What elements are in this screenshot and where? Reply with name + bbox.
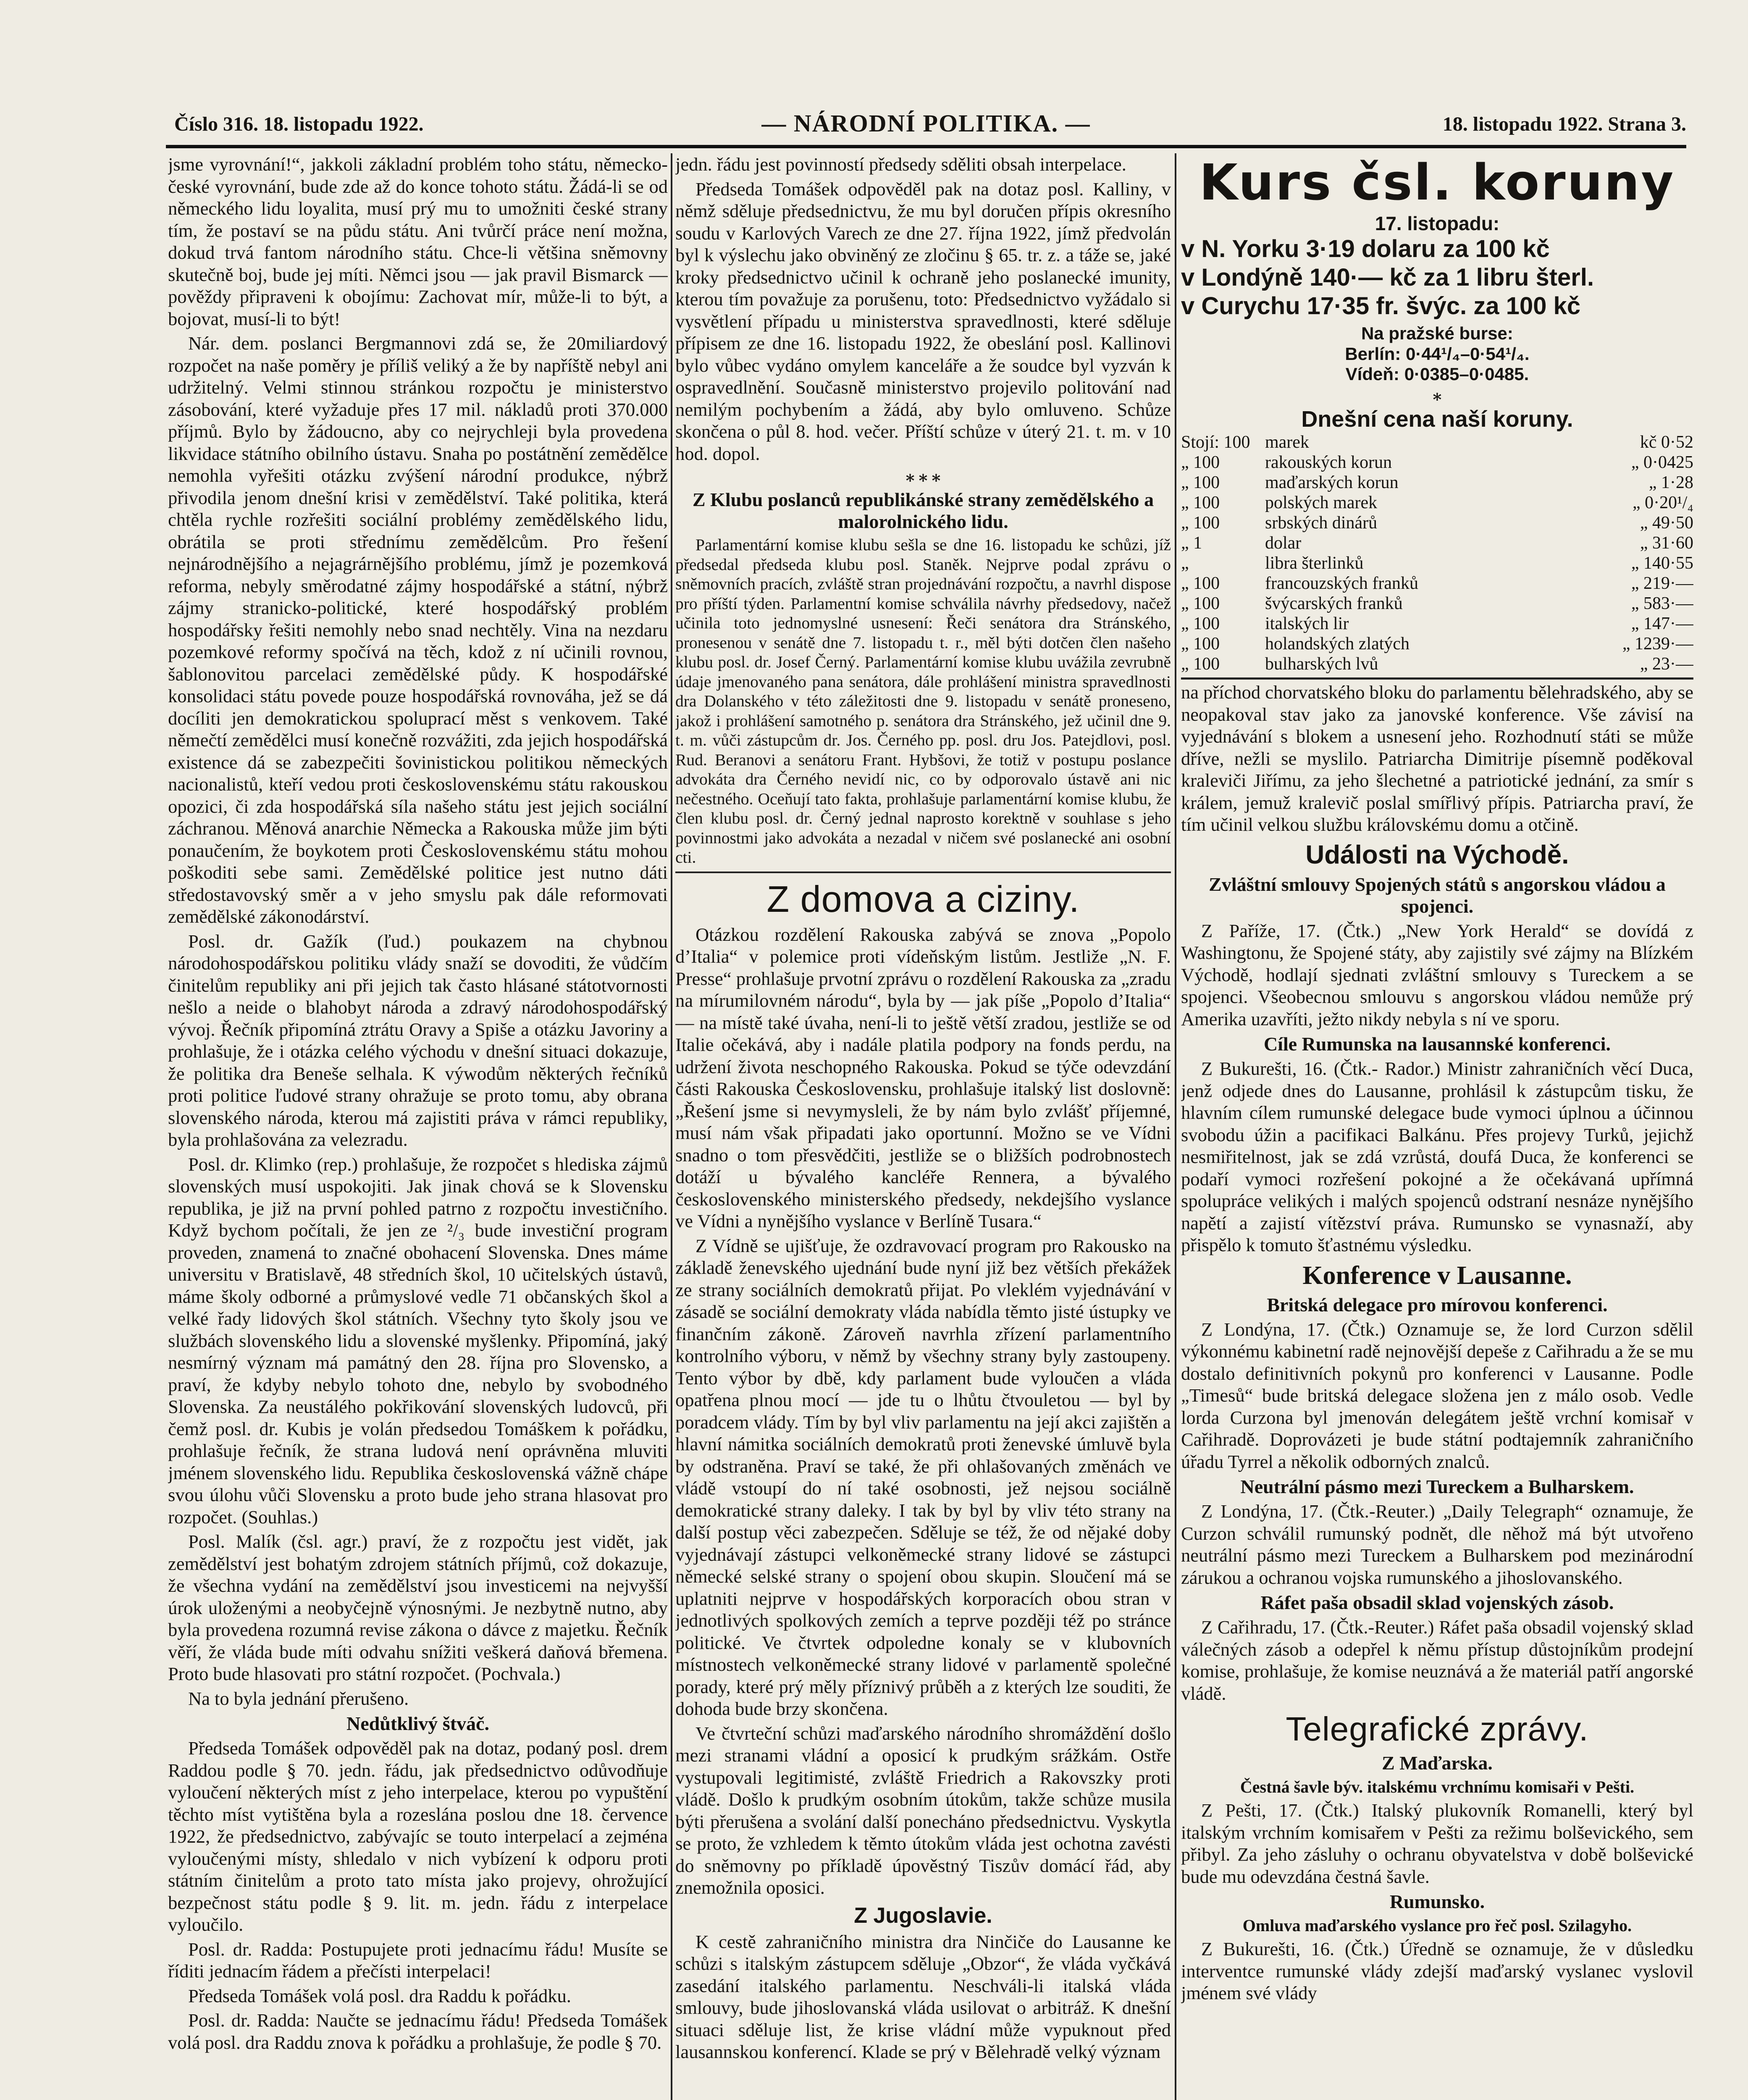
section-rule <box>675 872 1171 873</box>
separator-stars: ⁎ <box>1433 386 1442 404</box>
article-paragraph: Z Londýna, 17. (Čtk.-Reuter.) „Daily Telegraph“ oznamuje, že Curzon schválil rumunský podnět, dle něhož má být utvořeno neutrální pásmo mezi Tureckem a Bulharskem pod mezinárodní zárukou a ochranou vojska rumunského a jihoslovanského. <box>1181 1501 1693 1588</box>
currency-price-title: Dnešní cena naší koruny. <box>1301 407 1573 432</box>
currency-value: „ 49·50 <box>1640 513 1693 533</box>
section-title: Události na Východě. <box>1305 840 1569 869</box>
header-rule <box>166 145 1686 148</box>
currency-value: „ 1239·— <box>1622 634 1693 654</box>
section-heading: Omluva maďarského vyslance pro řeč posl. Szilagyho. <box>1242 1916 1632 1935</box>
currency-price-row <box>1181 614 1693 634</box>
burse-title: Na pražské burse: <box>1361 323 1513 343</box>
currency-qty: „ 100 <box>1181 493 1220 512</box>
section-heading: Nedůtklivý štváč. <box>346 1713 489 1734</box>
currency-name: francouzských franků <box>1265 574 1418 593</box>
article-paragraph: Nár. dem. poslanci Bergmannovi zdá se, že 20miliardový rozpočet na naše poměry je příliš veliký a že by napříště nebyl ani udržitelný. Velmi stinnou stránkou rozpočtu je ministerstvo zásobování, které vyžaduje přes 17 mil. nákladů proti 370.000 příjmů. Bylo by žádoucno, aby co nejrychleji byla provedena likvidace státního obilního ústavu. Snaha po postátnění zemědělce nemohla vyřešiti otázku zvýšení národní produkce, nýbrž přivodila jenom dnešní krisi v zemědělství. Také politika, která chtěla rychle rozřešiti sociální problémy zemědělského lidu, obrátila se proti střednímu zemědělcům. Pro řešení nejnárodnějšího a nejagrárnějšího problému, jímž je pozemková reforma, nebyly směrodatné zájmy hospodářské a státní, nýbrž zájmy stranicko-politické, které hospodářský problém hospodářsky řešiti nemohly nebo snad nechtěly. Vina na nezdaru pozemkové reformy spočívá na těch, kdož z ní učinili rovnou, šablonovitou parcelaci zemědělské půdy. K hospodářské konsolidaci státu povede pouze hospodářská rovnováha, jež se dá docíliti jen demokratickou spoluprací měst s venkovem. Také němečtí zemědělci musí konečně rozvážiti, zda jejich hospodářská existence dá se zabezpečiti šovinistickou politikou německých nacionalistů, kteří vedou proti československému státu rakouskou opozici, či zda hospodářská síla našeho státu jest jejich sociální záchranou. Měnová anarchie Německa a Rakouska může jim býti ponaučením, že boykotem proti Československému státu mohou poškoditi sebe sami. Zemědělské politice jest nutno dáti středostavovský směr a v jeho smyslu pak dále reformovati zemědělské zákonodárství. <box>168 333 668 927</box>
currency-price-row <box>1181 553 1693 573</box>
currency-qty: „ <box>1181 554 1189 573</box>
currency-value: „ 583·— <box>1631 594 1693 613</box>
article-paragraph: K cestě zahraničního ministra dra Ninčiče do Lausanne ke schůzi s italským zástupcem sděluje „Obzor“, že vláda vyčkává zasedání italského parlamentu. Neschváli-li italská vláda smlouvy, bude jihoslovanská vláda usilovat o arbitráž. K dnešní situaci sděluje list, že krise vládní může vypuknout před lausannskou konferencí. Klade se prý v Bělehradě velký význam <box>675 1931 1171 2062</box>
column-1 <box>168 153 668 2100</box>
article-paragraph: Předseda Tomášek odpověděl pak na dotaz posl. Kalliny, v němž sděluje předsednictvu, že mu byl doručen přípis okresního soudu v Karlových Varech ze dne 27. října 1922, jímž předvolán byl k výslechu jako obviněný ze zločinu § 65. tr. z. a táže se, jaké kroky předsednictvo učinil k ochraně jeho poslanecké imunity, kterou tím považuje za porušenu, toto: Předsednictvo vyžádalo si vysvětlení případu u ministerstva spravedlnosti, které sděluje přípisem ze dne 16. listopadu 1922, že obeslání posl. Kallinovi bylo vůbec vydáno omylem kanceláře a že soudce byl vyzván k ospravedlnění. Současně ministerstvo projevilo politování nad nemilým pochybením a žádá, aby bylo omluveno. Schůze skončena o půl 8. hod. večer. Příští schůze v úterý 21. t. m. v 10 hod. dopol. <box>675 178 1171 464</box>
currency-name: srbských dinárů <box>1265 513 1378 533</box>
currency-name: holandských zlatých <box>1265 634 1410 654</box>
article-paragraph: jedn. řádu jest povinností předsedy sděliti obsah interpelace. <box>675 154 1126 175</box>
section-rule <box>1181 677 1693 680</box>
section-heading: Z Jugoslavie. <box>854 1903 992 1928</box>
currency-qty: „ 100 <box>1181 614 1220 633</box>
page-header <box>166 108 1686 146</box>
rate-london: v Londýně 140·— kč za 1 libru šterl. <box>1181 264 1594 291</box>
currency-price-row <box>1181 533 1693 553</box>
section-heading: Cíle Rumunska na lausannské konferenci. <box>1263 1033 1611 1055</box>
date-page-number: 18. listopadu 1922. Strana 3. <box>1442 113 1686 135</box>
currency-name: dolar <box>1265 533 1302 553</box>
article-paragraph: Z Bukurešti, 16. (Čtk.) Úředně se oznamuje, že v důsledku interventce rumunské vlády zdejší maďarský vyslanec vyslovil jménem své vlády <box>1181 1938 1693 2003</box>
section-title: Telegrafické zprávy. <box>1286 1710 1589 1748</box>
article-paragraph: Posl. dr. Radda: Postupujete proti jednacímu řádu! Musíte se říditi jednacím řádem a přečísti interpelaci! <box>168 1938 668 1982</box>
section-heading: Z Klubu poslanců republikánské strany zemědělského a malorolnického lidu. <box>692 489 1154 532</box>
article-paragraph: Z Pešti, 17. (Čtk.) Italský plukovník Romanelli, který byl italským vrchním komisařem v Pešti za režimu bolševického, sem přibyl. Za jeho zásluhy o ochranu obyvatelstva v době bolševické bude mu odevzdána čestná šavle. <box>1181 1800 1693 1887</box>
section-title: Konference v Lausanne. <box>1302 1261 1572 1290</box>
section-heading: Z Maďarska. <box>1382 1752 1493 1774</box>
section-title: Z domova a ciziny. <box>766 878 1080 920</box>
currency-qty: „ 100 <box>1181 634 1220 654</box>
article-paragraph: Otázkou rozdělení Rakouska zabývá se znova „Popolo d’Italia“ v polemice proti vídeňským listům. Jestliže „N. F. Presse“ prohlašuje prvotní zprávu o rozdělení Rakouska za „zradu na mírumilovném národu“, byla by — jak píše „Popolo d’Italia“ — na místě také úvaha, není-li to ještě větší zradou, jestliže se od Italie očekává, aby i nadále platila podpory na fonds perdu, na udržení života neschopného Rakouska. Pokud se týče odevzdání části Rakouska Československu, prohlašuje italský list doslovně: „Řešení jsme si nevymysleli, že by nám bylo zvlášť příjemné, musí nám však připadati jako oportunní. Možno se ve Vídni snadno o tom přesvědčiti, jestliže se o bližších podrobnostech dotáží u bývalého kancléře Rennera, a bývalého československého ministerského předsedy, nekdejšího vyslance ve Vídni a nynějšího vyslance v Berlíně Tusara.“ <box>675 924 1171 1231</box>
currency-qty: „ 100 <box>1181 594 1220 613</box>
currency-price-row <box>1181 593 1693 614</box>
article-paragraph: Z Vídně se ujišťuje, že ozdravovací program pro Rakousko na základě ženevského ujednání bude nyní již bez větších překážek ze strany sociálních demokratů přijat. Po vleklém vyjednávání v zásadě se sociální demokraty vláda nabídla těmto jisté ústupky ve finančním zákoně. Zároveň navrhla zřízení parlamentního kontrolního výboru, v němž by všechny strany byly zastoupeny. Tento výbor by dbě, kdy parlament bude vyloučen a vláda opatřena plnou mocí — jde tu o lhůtu čtvouletou — byl by poradcem vlády. Tím by byl vliv parlamentu na její akci zajištěn a hlavní námitka sociálních demokratů proti ženevské úmluvě byla by odstraněna. Praví se také, že při ohlašovaných změnách ve vládě vstoupí do ní také osobnosti, jež nejsou sociálně demokratické strany daleky. I tak by byl by vliv této strany na další postup věci zabezpečen. Sděluje se též, že od nějaké doby vyjednávají zástupci velkoněmecké strany lidové se zástupci německé selské strany o spojení obou skupin. Sloučení má se uplatniti nejprve v hospodářských korporacích obou stran v jednotlivých spolkových zemích a teprve později též po stránce politické. Ve čtvrtek odpoledne konaly se v klubovních místnostech velkoněmecké strany lidové v parlamentě společné porady, které prý měly příznivý průběh a z kterých lze souditi, že dohoda bude brzy skončena. <box>675 1235 1171 1719</box>
currency-value: „ 140·55 <box>1631 554 1693 573</box>
article-paragraph: Předseda Tomášek odpověděl pak na dotaz, podaný posl. drem Raddou podle § 70. jedn. řádu, jak předsednictvo odůvodňuje vyloučení některých míst z jeho interpelace, kterou po vypuštění těchto míst vytištěna byla a rozeslána poslou dne 18. července 1922, že předsednictvo, zabývajíc se touto interpelací a zejména vyloučenými místy, shledalo v nich vybízení k odporu proti státním činitelům a proto tato místa jako projevy, ohrožující bezpečnost státu podle § 9. lit. m. jedn. řádu z interpelace vyloučilo. <box>168 1738 668 1935</box>
article-paragraph: Posl. dr. Gažík (ľud.) poukazem na chybnou národohospodářskou politiku vlády snaží se dovoditi, že vůdčím činitelům republiky ani při jejich tak často hlásané státotvornosti nešlo a neide o blahobyt národa a zdravý národohospodářský vývoj. Řečník připomíná ztrátu Oravy a Spiše a otázku Javoriny a prohlašuje, že i otázka celého východu v dnešní situaci dokazuje, že politika dra Beneše selhala. K výwodům některých řečníků proti politice ľudové strany ohražuje se proto tomu, aby obrana slovenského národa, kterou má zajistiti práva v rámci republiky, byla prohlašována za velezradu. <box>168 930 668 1150</box>
article-paragraph: Z Cařihradu, 17. (Čtk.-Reuter.) Ráfet paša obsadil vojenský sklad válečných zásob a odepřel k němu přístup důstojníkům prodejní komise, prohlašuje, že komise neuznává a že materiál patří angorské vládě. <box>1181 1617 1693 1704</box>
article-paragraph: na příchod chorvatského bloku do parlamentu bělehradského, aby se neopakoval stav jako za janovské konference. Vše závisí na vyjednávání s blokem a usnesení jeho. Rozhodnutí státi se může dříve, nežli se myslilo. Patriarcha Dimitrije písemně poděkoval kraleviči Jiřímu, za jeho šlechetné a patriotické jednání, za smír s králem, jemuž kralevič poslal smířlivý přípis. Patriarcha praví, že tím učinil velkou službu královskému domu a otčině. <box>1181 682 1693 835</box>
currency-name: marek <box>1265 433 1309 452</box>
section-heading: Neutrální pásmo mezi Tureckem a Bulharskem. <box>1240 1476 1634 1497</box>
exchange-rate-title: Kurs čsl. koruny <box>1199 153 1675 211</box>
currency-price-table <box>1181 432 1693 674</box>
currency-value: „ 0·20¹/₄ <box>1632 493 1693 512</box>
currency-qty: „ 100 <box>1181 473 1220 492</box>
currency-price-row <box>1181 654 1693 674</box>
column-3 <box>1181 153 1693 2100</box>
column-divider <box>1175 153 1176 2100</box>
column-divider <box>671 153 672 2100</box>
currency-value: „ 31·60 <box>1640 533 1693 553</box>
exchange-rate-date: 17. listopadu: <box>1375 213 1500 234</box>
section-heading: Zvláštní smlouvy Spojených států s angorskou vládou a spojenci. <box>1209 873 1666 917</box>
article-paragraph: Předseda Tomášek volá posl. dra Raddu k pořádku. <box>188 1985 571 2006</box>
currency-value: „ 147·— <box>1631 614 1693 633</box>
section-heading: Britská delegace pro mírovou konferenci. <box>1267 1294 1608 1315</box>
article-paragraph: Z Paříže, 17. (Čtk.) „New York Herald“ se dovídá z Washingtonu, že Spojené státy, aby zajistily své zájmy na Blízkém Východě, hodlají sjednati zvláštní smlouvy s Tureckem a se spojenci. Všeobecnou smlouvu s angorskou vládou nemůže prý Amerika uzavříti, ježto nikdy nebyla s ní ve sporu. <box>1181 920 1693 1029</box>
currency-qty: „ 100 <box>1181 574 1220 593</box>
currency-name: rakouských korun <box>1265 453 1392 472</box>
burse-vienna: Vídeň: 0·0385–0·0485. <box>1345 364 1529 384</box>
rate-new-york: v N. Yorku 3·19 dolaru za 100 kč <box>1181 235 1550 262</box>
section-heading: Rumunsko. <box>1389 1891 1485 1912</box>
currency-name: maďarských korun <box>1265 473 1399 492</box>
issue-number-date: Číslo 316. 18. listopadu 1922. <box>174 113 424 135</box>
section-heading: Ráfet paša obsadil sklad vojenských zásob. <box>1260 1592 1614 1613</box>
currency-name: švýcarských franků <box>1265 594 1403 613</box>
article-paragraph: Parlamentární komise klubu sešla se dne 16. listopadu ke schůzi, jíž předsedal předseda klubu posl. Staněk. Nejprve podal zprávu o sněmovních pracích, zvláště stran projednávání rozpočtu, a navrhl dispose pro příští týden. Parlamentní komise schválila návrhy předsedovy, načež učinila toto jednomyslné usnesení: Řeči senátora dra Stránského, pronesenou v senátě dne 7. listopadu t. r., měl býti dotčen člen našeho klubu posl. dr. Josef Černý. Parlamentární komise klubu uvážila zevrubně údaje jmenovaného pana senátora, dále prohlášení ministra spravedlnosti dra Dolanského v této záležitosti dne 9. listopadu v senátě proneseno, jakož i prohlášení samotného p. senátora dra Stránského, jež učinil dne 9. t. m. vůči zástupcům dr. Jos. Černého pp. posl. dru Jos. Patejdlovi, posl. Rud. Beranovi a senátoru Frant. Hybšovi, že totiž v postupu poslance advokáta dra Černého nevidí nic, co by odporovalo ústavě ani nic nečestného. Oceňují tato fakta, prohlašuje parlamentární komise klubu, že člen klubu posl. dr. Černý jednal naprosto korektně v souhlase s jeho povinnostmi jako advokáta a nezadal v ničem své poslanecké ani osobní cti. <box>675 536 1171 866</box>
currency-price-row <box>1181 472 1693 493</box>
currency-qty: „ 100 <box>1181 654 1220 674</box>
separator-stars: ⁎ ⁎ ⁎ <box>905 467 941 486</box>
article-paragraph: Ve čtvrteční schůzi maďarského národního shromáždění došlo mezi stranami vládní a oposicí k prudkým srážkám. Ostře vystupovali legitimisté, zvláště Friedrich a Rakovszky proti vládě. Došlo k prudkým osobním útokům, takže schůze musila býti přerušena a svolání další ponecháno předsednictvu. Vyskytla se proto, že vzhledem k těmto útokům vláda jest ochotna zavésti do sněmovny po příkladě úpověstný Tiszův domácí řád, aby znemožnila oposici. <box>675 1722 1171 1898</box>
currency-qty: „ 100 <box>1181 513 1220 533</box>
currency-qty: Stojí: 100 <box>1181 433 1250 452</box>
article-paragraph: Posl. dr. Radda: Naučte se jednacímu řádu! Předseda Tomášek volá posl. dra Raddu znova k pořádku a prohlašuje, že podle § 70. <box>168 2010 668 2053</box>
currency-value: „ 219·— <box>1631 574 1693 593</box>
article-paragraph: Na to byla jednání přerušeno. <box>188 1688 409 1709</box>
masthead-title: — NÁRODNÍ POLITIKA. — <box>761 110 1091 137</box>
currency-price-row <box>1181 452 1693 472</box>
rate-zurich: v Curychu 17·35 fr. švýc. za 100 kč <box>1181 292 1581 320</box>
currency-name: italských lir <box>1265 614 1349 633</box>
article-paragraph: jsme vyrovnání!“, jakkoli základní problém toho státu, německo-české vyrovnání, bude zde až do konce tohoto státu. Žádá-li se od německého lidu loyalita, musí prý mu to umožniti české strany tím, že postaví se na půdu státu. Ani tvůrčí práce není možna, dokud trvá fantom národního státu. Chce-li většina sněmovny skutečně boj, bude jej míti. Němci jsou — jak pravil Bismarck — pověždy připraveni k obojímu: Zachovat mír, může-li to být, a bojovat, musí-li to být! <box>168 154 668 329</box>
section-heading: Čestná šavle býv. italskému vrchnímu komisaři v Pešti. <box>1240 1777 1635 1796</box>
currency-price-row <box>1181 432 1693 452</box>
currency-value: „ 23·— <box>1640 654 1693 674</box>
currency-name: polských marek <box>1265 493 1378 512</box>
currency-price-row <box>1181 493 1693 513</box>
column-2 <box>675 153 1171 2100</box>
article-paragraph: Posl. dr. Klimko (rep.) prohlašuje, že rozpočet s hlediska zájmů slovenských musí uspokojiti. Jak jinak chová se k Slovensku republika, je již na první pohled patrno z rozpočtu investičního. Když bychom počítali, že jen ze ²/₃ bude investiční program proveden, znamená to značné obohacení Slovenska. Dnes máme universitu v Bratislavě, 48 středních škol, 10 učitelských ústavů, máme školy odborné a průmyslové vedle 71 občanských škol a velké řady lidových škol státních. Všechny tyto školy jsou ve službách slovenského lidu a slovenské myšlenky. Připomíná, jaký nesmírný význam má památný den 28. října pro Slovensko, a praví, že kdyby nebylo tohoto dne, nebylo by svobodného Slovenska. Za neustálého pokřikování slovenských ludovců, při čemž posl. dr. Kubis je volán předsedou Tomáškem k pořádku, prohlašuje řečník, že strana ludová není oprávněna mluviti jménem slovenského lidu. Republika československá vážně chápe svou úlohu vůči Slovensku a proto bude jeho strana hlasovat pro rozpočet. (Souhlas.) <box>168 1153 668 1528</box>
currency-value: kč 0·52 <box>1640 433 1693 452</box>
currency-qty: „ 100 <box>1181 453 1220 472</box>
article-paragraph: Z Bukurešti, 16. (Čtk.- Rador.) Ministr zahraničních věcí Duca, jenž odjede dnes do Lausanne, prohlásil k zástupcům tisku, že hlavním cílem rumunské delegace bude vymoci úplnou a účinnou svobodu úžin a pacifikaci Balkánu. Přes projevy Turků, jejichž nesmiřitelnost, jak se zdá vzrůstá, doufá Duca, že konferenci se podaří vymoci rozřešení pokojné a že očekávaná upřímná spolupráce velikých i malých spojenců odstraní nesnáze nynějšího napětí a zajistí vítězství práva. Rumunsko se vynasnaží, aby přispělo k tomuto šťastnému výsledku. <box>1181 1058 1693 1255</box>
currency-price-row <box>1181 573 1693 593</box>
currency-price-row <box>1181 634 1693 654</box>
currency-name: bulharských lvů <box>1265 654 1378 674</box>
currency-name: libra šterlinků <box>1265 554 1364 573</box>
article-paragraph: Z Londýna, 17. (Čtk.) Oznamuje se, že lord Curzon sdělil výkonnému kabinetní radě nejnovější depeše z Cařihradu a že se mu dostalo definitivních pokynů pro konferenci v Lausanne. Podle „Timesů“ bude britská delegace složena jen z málo osob. Vedle lorda Curzona byl jmenován delegátem ještě vrchní komisař v Cařihradě. Doprovázeti je bude státní podtajemník zahraničního úřadu Tyrrel a několik odborných znalců. <box>1181 1318 1693 1472</box>
article-paragraph: Posl. Malík (čsl. agr.) praví, že z rozpočtu jest vidět, jak zemědělství jest bohatým zdrojem státních příjmů, což dokazuje, že všechna vydání na zemědělství jsou investicemi na nejvyšší úrok uloženými a neobyčejně výnosnými. Je nezbytně nutno, aby byla provedena rozumná revise zákona o dávce z majetku. Řečník věří, že vláda bude míti odvahu snížiti veškerá daňová břemena. Proto bude hlasovati pro státní rozpočet. (Pochvala.) <box>168 1531 668 1684</box>
burse-berlin: Berlín: 0·44¹/₄–0·54¹/₄. <box>1345 344 1530 364</box>
currency-price-row <box>1181 513 1693 533</box>
currency-qty: „ 1 <box>1181 533 1202 553</box>
currency-value: „ 0·0425 <box>1631 453 1693 472</box>
currency-value: „ 1·28 <box>1648 473 1693 492</box>
